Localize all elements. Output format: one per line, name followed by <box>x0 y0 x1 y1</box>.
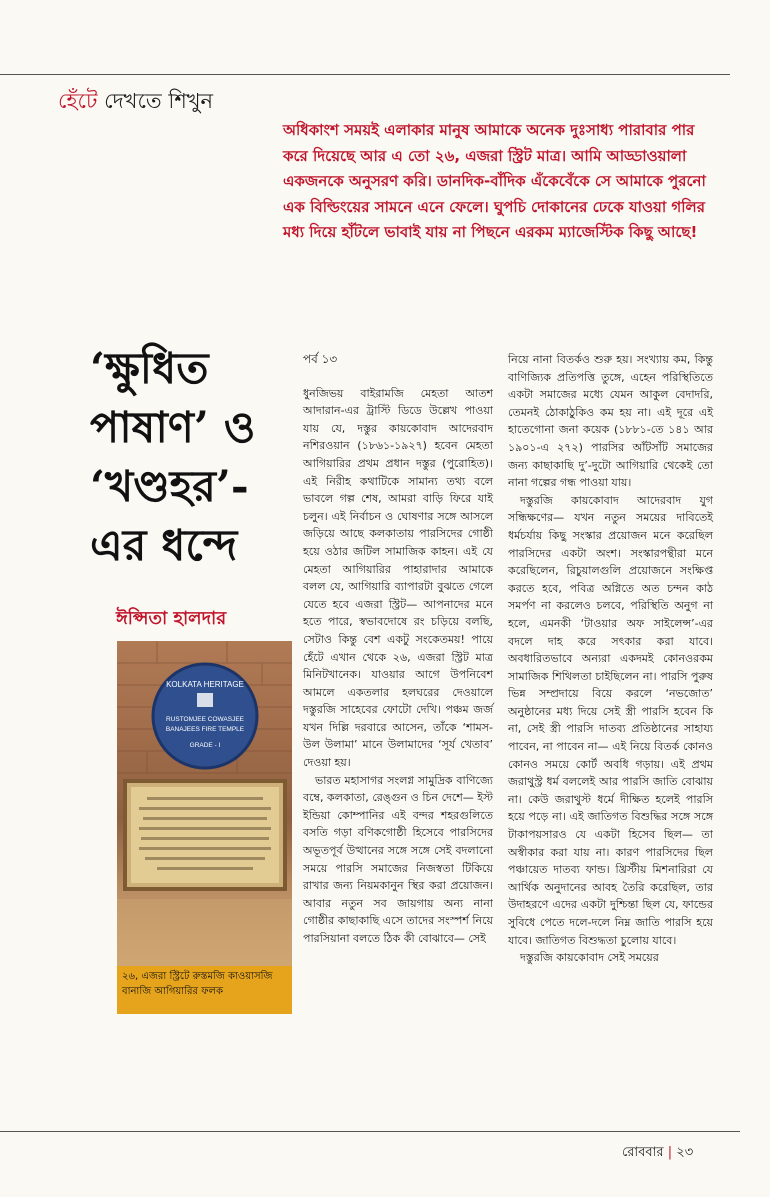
section-title <box>58 85 213 120</box>
paragraph: ভারত মহাসাগর সংলগ্ন সামুদ্রিক বাণিজ্যে বম্বে, কলকাতা, রেঙ্গুন ও চিন দেশে— ইস্ট ইন্ডিয়া কোম্পানির এই বন্দর শহরগুলিতে বসতি গড়া বণিকগোষ্ঠী হিসেবে পারসিদের অভূতপূর্ব উত্থানের সঙ্গে সঙ্গে সেই বদলানো সময়ে পারসি সমাজের নিজস্বতা টিকিয়ে রাখার জন্য নিয়মকানুন স্থির করা প্রয়োজন। আবার নতুন সব জায়গায় অন্য নানা গোষ্ঠীর কাছাকাছি এসে তাদের সংস্পর্শ নিয়ে পারসিয়ানা বলতে ঠিক কী বোঝাবে— সেই <box>303 773 493 945</box>
top-rule <box>0 74 730 75</box>
plaque-name-line: RUSTOMJEE COWASJEE <box>165 716 245 723</box>
plaque-name-line: BANAJEES FIRE TEMPLE <box>165 726 245 733</box>
headline-line: ‘ক্ষুধিত <box>90 344 209 394</box>
page-number: ২৩ <box>676 1145 694 1160</box>
headline-line: এর ধন্দে <box>90 521 238 571</box>
photo-caption: ২৬, এজরা স্ট্রিটে রুস্তমজি কাওয়াসজি বানাজি আগিয়ারির ফলক <box>117 966 292 1014</box>
article-column-2 <box>508 351 713 967</box>
plaque-illustration <box>117 641 292 966</box>
bottom-rule <box>0 1131 740 1132</box>
episode-label: পর্ব ১৩ <box>303 352 338 366</box>
author-byline: ঈপ্সিতা হালদার <box>116 608 227 629</box>
paragraph: নিয়ে নানা বিতর্কও শুরু হয়। সংখ্যায় কম, কিন্তু বাণিজ্যিক প্রতিপত্তি তুঙ্গে, এহেন পরিস্থিতিতে একটা সমাজের মধ্যে যেমন আকুল বেদাদরি, তেমনই ঠোকাঠুকিও কম হয় না। এই দূরে এই হাতেগোনা জনা কয়েক (১৮৮১-তে ১৪১ আর ১৯০১-এ ২৭২) পারসির আঁটসাঁট সমাজের জন্য কাছাকাছি দু’-দুটো আগিয়ারি থেকেই তো নানা গল্পের গন্ধ পাওয়া যায়। <box>508 353 713 490</box>
headline <box>90 340 290 576</box>
paragraph: দস্তুরজি কায়কোবাদ আদেরবাদ যুগ সন্ধিক্ষণের— যখন নতুন সময়ের দাবিতেই ধর্মচর্যায় কিছু সংস্কার প্রয়োজন মনে করেছিল পারসিদের একটা অংশ। সংস্কারপন্থীরা মনে করেছিলেন, রিচুয়ালগুলি প্রয়োজনে সংক্ষিপ্ত করতে হবে, পবিত্র অগ্নিতে অত চন্দন কাঠ সমর্পণ না করলেও চলবে, পরিস্থিতি অনুগ না হলে, এমনকী ‘টাওয়ার অফ সাইলেন্স’-এর বদলে দাহ করে সৎকার করা যাবে। অবধারিতভাবে অন্যরা একদমই কোনওরকম সামাজিক শিথিলতা চাইছিলেন না। পারসি পুরুষ ভিন্ন সম্প্রদায়ে বিয়ে করলে ‘নভজোত’ অনুষ্ঠানের মধ্য দিয়ে সেই স্ত্রী পারসি হবেন কি না, সেই স্ত্রী পারসি দাতব্য প্রতিষ্ঠানের সাহায্য পাবেন, না পাবেন না— এই নিয়ে বিতর্ক কোনও কোনও সময়ে কোর্ট অবধি গড়ায়। এই প্রথম জরাথুস্ট্র ধর্ম বললেই আর পারসি জাতি বোঝায় না। কেউ জরাথুস্ট ধর্মে দীক্ষিত হলেই পারসি হয়ে পড়ে না। এই জাতিগত বিশুদ্ধির সঙ্গে সঙ্গে টাকাপয়সারও যে একটা হিসেব ছিল— তা অস্বীকার করা যায় না। কারণ পারসিদের ছিল পঞ্চায়েত দাতব্য ফান্ড। খ্রিস্টীয় মিশনারিরা যে আর্থিক অনুদানের আবহ তৈরি করেছিল, তার উদাহরণে এদের একটা দুশ্চিন্তা ছিল যে, ফান্ডের সুবিধে পেতে দলে-দলে নিম্ন জাতি পারসি হয়ে যাবে। জাতিগত বিশুদ্ধতা চুলোয় যাবে। <box>508 493 713 947</box>
headline-line: ‘খণ্ডহর’- <box>90 462 249 512</box>
footer-separator: | <box>667 1145 673 1160</box>
paragraph: ধুনজিভয় বাইরামজি মেহতা আতশ আদারান-এর ট্রাস্টি ডিডে উল্লেখ পাওয়া যায় যে, দস্তুর কায়কোবাদ আদেরবাদ নশিরওয়ান (১৮৬১-১৯২৭) হবেন মেহতা আগিয়ারির প্রথম প্রধান দস্তুর (পুরোহিত)। এই নিরীহ কথাটিকে সামান্য তথ্য বলে ভাবলে গল্প শেষ, আমরা বাড়ি ফিরে যাই চলুন। এই নির্বাচন ও ঘোষণার সঙ্গে আসলে জড়িয়ে আছে কলকাতায় পারসিদের গোষ্ঠী হয়ে ওঠার জটিল সামাজিক কাহন। এই যে মেহতা আগিয়ারির পাহারাদার আমাকে বলল যে, আগিয়ারি ব্যাপারটা বুঝতে গেলে যেতে হবে এজরা স্ট্রিট— আপনাদের মনে হতে পারে, স্বভাবদোষে রং চড়িয়ে বলছি, সেটাও কিন্তু বেশ একটু সংকেতময়! পায়ে হেঁটে এখান থেকে ২৬, এজরা স্ট্রিট মাত্র মিনিটখানেক। যাওয়ার আগে উপনিবেশ আমলে একতলার হলঘরের দেওয়ালে দস্তুরজি সাহেবের ফোটো দেখি। পঞ্চম জর্জ যখন দিল্লি দরবারে আসেন, তাঁকে ‘শামস-উল উলামা’ মানে উলামাদের ‘সূর্য খেতাব’ দেওয়া হয়। <box>303 386 493 770</box>
page-footer <box>622 1143 693 1164</box>
plaque-heading: KOLKATA HERITAGE <box>166 680 244 689</box>
magazine-name: রোববার <box>622 1145 664 1160</box>
heritage-plaque-photo <box>117 641 292 966</box>
article-column-1 <box>303 351 493 948</box>
headline-line: পাষাণ’ ও <box>90 403 256 453</box>
pull-quote: অধিকাংশ সময়ই এলাকার মানুষ আমাকে অনেক দুঃসাধ্য পারাবার পার করে দিয়েছে আর এ তো ২৬, এজরা স্ট্রিট মাত্র। আমি আড্ডাওয়ালা একজনকে অনুসরণ করি। ডানদিক-বাঁদিক এঁকেবেঁকে সে আমাকে পুরনো এক বিল্ডিংয়ের সামনে এনে ফেলে। ঘুপচি দোকানের ঢেকে যাওয়া গলির মধ্য দিয়ে হাঁটলে ভাবাই যায় না পিছনে এরকম ম্যাজেস্টিক কিছু আছে! <box>283 121 706 241</box>
section-title-black: দেখতে শিখুন <box>104 89 214 113</box>
paragraph: দস্তুরজি কায়কোবাদ সেই সময়ের <box>520 951 659 965</box>
section-title-red: হেঁটে <box>58 89 98 113</box>
plaque-grade: GRADE - I <box>189 742 221 749</box>
